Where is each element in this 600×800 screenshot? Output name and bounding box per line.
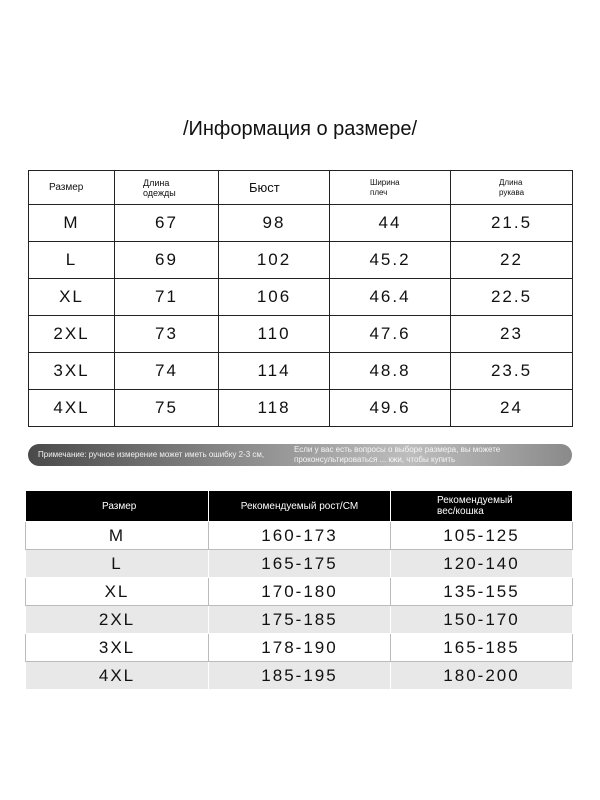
page-title: /Информация о размере/ xyxy=(182,118,418,140)
size-table-row xyxy=(29,390,573,427)
table-cell: 170-180 xyxy=(209,578,391,606)
header-bust: Бюст xyxy=(219,171,330,205)
size-table-row xyxy=(29,242,573,279)
table-cell: 74 xyxy=(115,353,219,390)
table-cell: 46.4 xyxy=(330,279,451,316)
table-cell: 106 xyxy=(219,279,330,316)
recommendation-table-header xyxy=(26,491,573,522)
table-cell: M xyxy=(29,205,115,242)
recommendation-table xyxy=(25,490,573,690)
table-cell: 135-155 xyxy=(391,578,573,606)
table-cell: 160-173 xyxy=(209,522,391,550)
table-cell: 24 xyxy=(451,390,573,427)
rec-header-height: Рекомендуемый рост/CM xyxy=(209,491,391,522)
table-cell: 150-170 xyxy=(391,606,573,634)
table-cell: 178-190 xyxy=(209,634,391,662)
size-table xyxy=(28,170,573,427)
table-cell: XL xyxy=(29,279,115,316)
table-cell: 75 xyxy=(115,390,219,427)
table-cell: 69 xyxy=(115,242,219,279)
table-cell: 23.5 xyxy=(451,353,573,390)
table-cell: 22.5 xyxy=(451,279,573,316)
size-table-row xyxy=(29,316,573,353)
table-cell: 98 xyxy=(219,205,330,242)
note-right-line1: Если у вас есть вопросы о выборе размера, вы можете xyxy=(294,445,501,454)
note-right-text xyxy=(294,445,500,465)
table-cell: 45.2 xyxy=(330,242,451,279)
note-left-text: Примечание: ручное измерение может иметь ошибку 2-3 см, xyxy=(38,450,265,459)
table-cell: 67 xyxy=(115,205,219,242)
table-cell: 3XL xyxy=(29,353,115,390)
table-cell: 118 xyxy=(219,390,330,427)
header-size: Размер xyxy=(29,171,115,205)
table-cell: 165-175 xyxy=(209,550,391,578)
table-cell: 110 xyxy=(219,316,330,353)
recommendation-table-row xyxy=(26,522,573,550)
size-table-header xyxy=(29,171,573,205)
table-cell: 4XL xyxy=(29,390,115,427)
table-cell: 49.6 xyxy=(330,390,451,427)
header-sleeve-line2: рукава xyxy=(499,187,525,197)
header-length-line1: Длина xyxy=(143,177,170,188)
header-shoulder-line1: Ширина xyxy=(370,177,400,187)
recommendation-table-row xyxy=(26,578,573,606)
table-cell: 4XL xyxy=(26,662,209,690)
table-cell: 21.5 xyxy=(451,205,573,242)
table-cell: L xyxy=(29,242,115,279)
table-cell: 165-185 xyxy=(391,634,573,662)
table-cell: 180-200 xyxy=(391,662,573,690)
recommendation-table-row xyxy=(26,550,573,578)
table-cell: 102 xyxy=(219,242,330,279)
header-length xyxy=(115,171,219,205)
header-sleeve-line1: Длина xyxy=(499,177,523,187)
table-cell: 2XL xyxy=(26,606,209,634)
table-cell: 105-125 xyxy=(391,522,573,550)
table-cell: M xyxy=(26,522,209,550)
table-cell: 47.6 xyxy=(330,316,451,353)
rec-header-size: Размер xyxy=(26,491,209,522)
table-cell: 71 xyxy=(115,279,219,316)
note-banner xyxy=(28,444,572,466)
recommendation-table-row xyxy=(26,606,573,634)
table-cell: 175-185 xyxy=(209,606,391,634)
size-table-row xyxy=(29,353,573,390)
table-cell: 2XL xyxy=(29,316,115,353)
rec-header-weight xyxy=(391,491,573,522)
table-cell: 22 xyxy=(451,242,573,279)
size-table-row xyxy=(29,279,573,316)
table-cell: 23 xyxy=(451,316,573,353)
table-cell: L xyxy=(26,550,209,578)
table-cell: 44 xyxy=(330,205,451,242)
note-right-line2: проконсультироваться ... кжи, чтобы купить xyxy=(294,455,456,464)
table-cell: 185-195 xyxy=(209,662,391,690)
header-shoulder-line2: плеч xyxy=(370,187,388,197)
table-cell: 73 xyxy=(115,316,219,353)
header-sleeve xyxy=(451,171,573,205)
table-cell: 114 xyxy=(219,353,330,390)
size-table-row xyxy=(29,205,573,242)
rec-header-weight-line1: Рекомендуемый xyxy=(437,495,513,506)
header-length-line2: одежды xyxy=(143,187,176,198)
header-shoulder xyxy=(330,171,451,205)
table-cell: 3XL xyxy=(26,634,209,662)
table-cell: 48.8 xyxy=(330,353,451,390)
rec-header-weight-line2: вес/кошка xyxy=(437,506,484,517)
recommendation-table-row xyxy=(26,634,573,662)
recommendation-table-row xyxy=(26,662,573,690)
table-cell: 120-140 xyxy=(391,550,573,578)
table-cell: XL xyxy=(26,578,209,606)
